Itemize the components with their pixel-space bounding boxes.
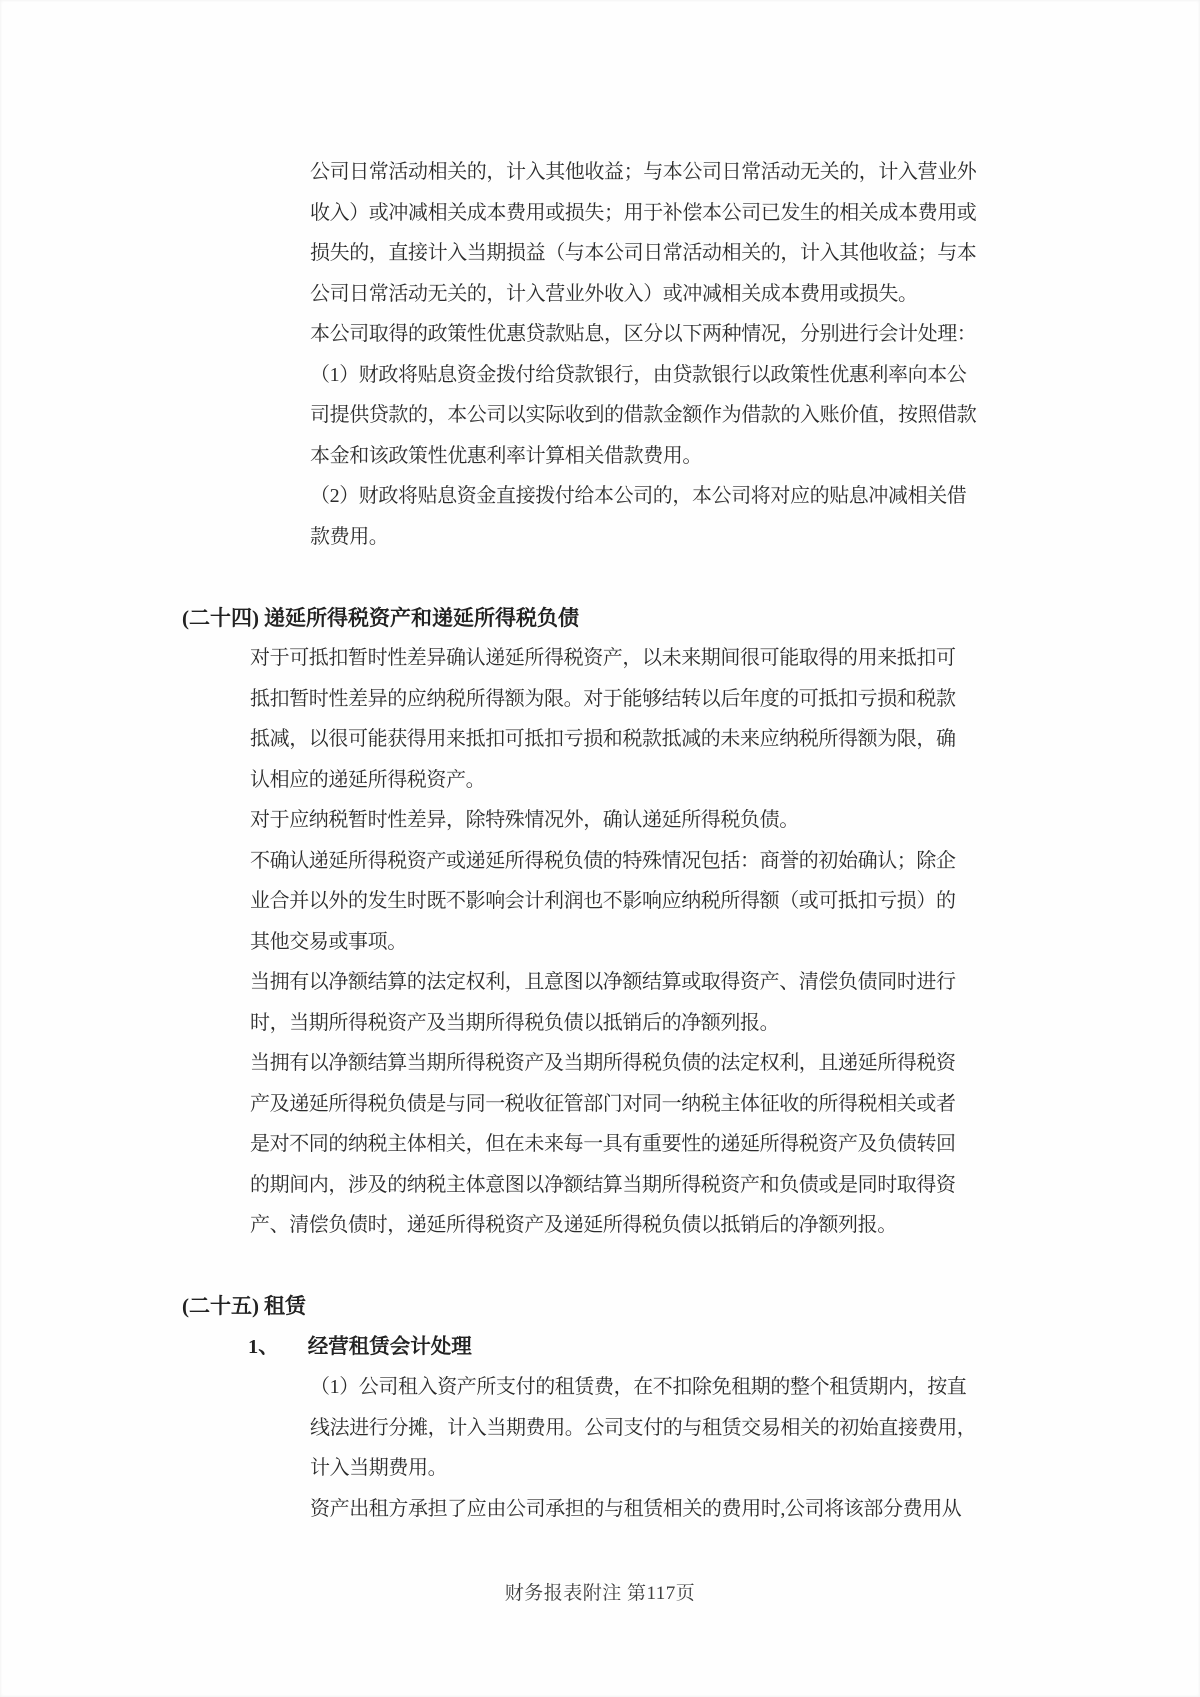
text-line: 收入）或冲减相关成本费用或损失；用于补偿本公司已发生的相关成本费用或	[310, 201, 977, 224]
text-line: 其他交易或事项。	[250, 930, 407, 953]
text-line: 认相应的递延所得税资产。	[250, 768, 486, 791]
text-line: （2）财政将贴息资金直接拨付给本公司的，本公司将对应的贴息冲减相关借	[310, 485, 967, 507]
text-line: （1）公司租入资产所支付的租赁费，在不扣除免租期的整个租赁期内，按直	[310, 1376, 967, 1398]
paragraph	[0, 355, 1200, 477]
text-line: 产、清偿负债时，递延所得税资产及递延所得税负债以抵销后的净额列报。	[250, 1214, 897, 1236]
text-line: 抵减，以很可能获得用来抵扣可抵扣亏损和税款抵减的未来应纳税所得额为限，确	[250, 728, 956, 750]
paragraph	[0, 800, 1200, 841]
text-line: 不确认递延所得税资产或递延所得税负债的特殊情况包括：商誉的初始确认；除企	[250, 849, 956, 872]
page-footer: 财务报表附注 第117页	[504, 1583, 696, 1604]
text-line: 当拥有以净额结算的法定权利，且意图以净额结算或取得资产、清偿负债同时进行	[250, 971, 956, 993]
text-line: 资产出租方承担了应由公司承担的与租赁相关的费用时,公司将该部分费用从	[310, 1497, 962, 1520]
text-line: 本公司取得的政策性优惠贷款贴息，区分以下两种情况，分别进行会计处理：	[310, 323, 977, 345]
section-title: 递延所得税资产和递延所得税负债	[264, 605, 579, 630]
text-line: 计入当期费用。	[310, 1457, 448, 1479]
text-line: 线法进行分摊，计入当期费用。公司支付的与租赁交易相关的初始直接费用，	[310, 1416, 977, 1439]
subsection-heading	[0, 1327, 1200, 1368]
paragraph	[0, 638, 1200, 800]
text-line: 司提供贷款的，本公司以实际收到的借款金额作为借款的入账价值，按照借款	[310, 404, 977, 426]
section-heading	[0, 598, 1200, 639]
paragraph	[0, 152, 1200, 314]
text-line: 当拥有以净额结算当期所得税资产及当期所得税负债的法定权利，且递延所得税资	[250, 1052, 956, 1074]
paragraph	[0, 314, 1200, 355]
section-number: (二十四)	[182, 605, 259, 630]
paragraph	[0, 962, 1200, 1043]
text-line: 时，当期所得税资产及当期所得税负债以抵销后的净额列报。	[250, 1011, 780, 1034]
text-line: 抵扣暂时性差异的应纳税所得额为限。对于能够结转以后年度的可抵扣亏损和税款	[250, 687, 956, 710]
paragraph	[0, 1489, 1200, 1530]
text-line: 业合并以外的发生时既不影响会计利润也不影响应纳税所得额（或可抵扣亏损）的	[250, 890, 956, 912]
text-line: 款费用。	[310, 525, 389, 548]
text-line: 的期间内，涉及的纳税主体意图以净额结算当期所得税资产和负债或是同时取得资	[250, 1173, 956, 1196]
text-line: 对于应纳税暂时性差异，除特殊情况外，确认递延所得税负债。	[250, 809, 799, 831]
paragraph	[0, 841, 1200, 963]
section-heading	[0, 1286, 1200, 1327]
text-line: 损失的，直接计入当期损益（与本公司日常活动相关的，计入其他收益；与本	[310, 242, 977, 264]
section-number: (二十五)	[182, 1294, 259, 1318]
text-line: 公司日常活动相关的，计入其他收益；与本公司日常活动无关的，计入营业外	[310, 161, 977, 183]
subsection-title: 经营租赁会计处理	[307, 1335, 472, 1358]
text-line: 产及递延所得税负债是与同一税收征管部门对同一纳税主体征收的所得税相关或者	[250, 1092, 956, 1115]
text-line: 对于可抵扣暂时性差异确认递延所得税资产，以未来期间很可能取得的用来抵扣可	[250, 647, 956, 669]
section-title: 租赁	[264, 1294, 306, 1318]
text-line: （1）财政将贴息资金拨付给贷款银行，由贷款银行以政策性优惠利率向本公	[310, 363, 967, 386]
paragraph	[0, 476, 1200, 557]
paragraph	[0, 1043, 1200, 1246]
document-body	[0, 152, 1200, 1529]
paragraph	[0, 1367, 1200, 1489]
text-line: 本金和该政策性优惠利率计算相关借款费用。	[310, 444, 702, 467]
subsection-number: 1、	[248, 1335, 279, 1358]
text-line: 公司日常活动无关的，计入营业外收入）或冲减相关成本费用或损失。	[310, 282, 918, 305]
text-line: 是对不同的纳税主体相关，但在未来每一具有重要性的递延所得税资产及负债转回	[250, 1133, 956, 1155]
